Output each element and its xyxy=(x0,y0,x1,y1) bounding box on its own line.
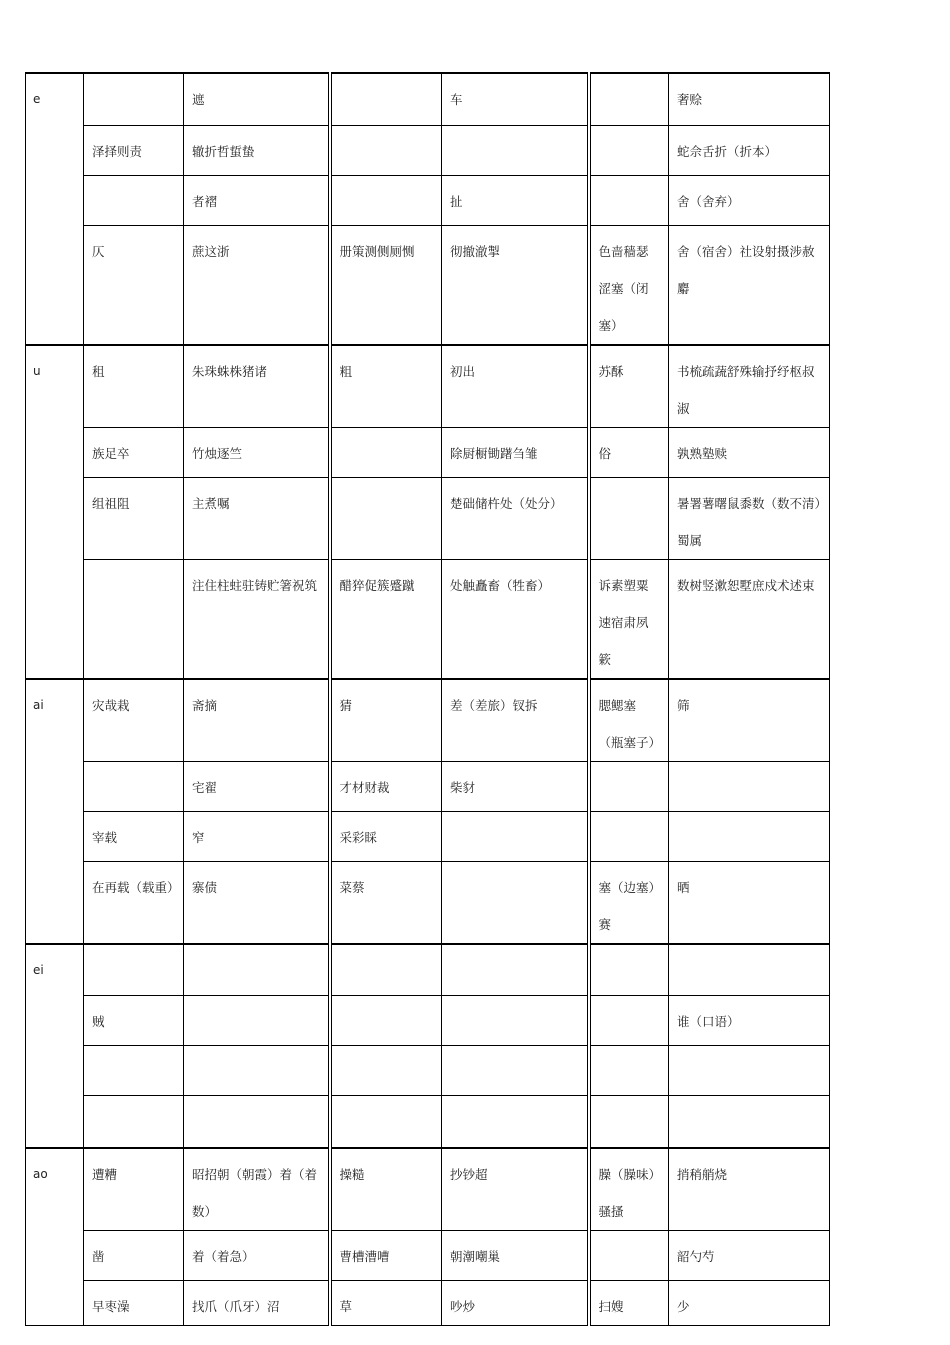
pinyin-character-table xyxy=(25,72,830,1326)
table-cell: 早枣澡 xyxy=(84,1280,184,1325)
table-cell xyxy=(330,944,442,996)
table-cell: 捎稍艄烧 xyxy=(669,1148,830,1231)
table-cell: 粗 xyxy=(330,345,442,428)
table-cell: 注住柱蛀驻铸贮箸祝筑 xyxy=(184,559,330,679)
table-cell: 寨债 xyxy=(184,861,330,944)
table-cell xyxy=(330,175,442,225)
table-cell xyxy=(330,1096,442,1148)
table-cell: 泽择则责 xyxy=(84,125,184,175)
table-row xyxy=(26,427,830,477)
table-cell xyxy=(589,73,669,125)
table-cell xyxy=(589,125,669,175)
table-cell: 辙折哲蜇蛰 xyxy=(184,125,330,175)
table-cell: 晒 xyxy=(669,861,830,944)
table-cell xyxy=(589,175,669,225)
table-cell xyxy=(589,996,669,1046)
table-cell: 者褶 xyxy=(184,175,330,225)
table-cell: 奢赊 xyxy=(669,73,830,125)
table-cell: 谁（口语） xyxy=(669,996,830,1046)
table-cell xyxy=(84,73,184,125)
table-cell xyxy=(442,944,589,996)
table-row xyxy=(26,175,830,225)
table-cell: 朝潮嘲巢 xyxy=(442,1230,589,1280)
table-row xyxy=(26,761,830,811)
table-cell xyxy=(184,944,330,996)
table-cell: 册策测侧厕恻 xyxy=(330,225,442,345)
table-cell xyxy=(84,559,184,679)
table-cell: 菜蔡 xyxy=(330,861,442,944)
table-cell xyxy=(184,996,330,1046)
table-cell: 租 xyxy=(84,345,184,428)
table-cell: 昭招朝（朝霞）着（着数） xyxy=(184,1148,330,1231)
table-cell: 初出 xyxy=(442,345,589,428)
table-row xyxy=(26,73,830,125)
phoneme-label: e xyxy=(26,73,84,345)
table-cell: 除厨橱锄躇刍雏 xyxy=(442,427,589,477)
table-cell: 彻撤澈掣 xyxy=(442,225,589,345)
table-cell xyxy=(669,944,830,996)
table-cell: 着（着急） xyxy=(184,1230,330,1280)
table-row xyxy=(26,1148,830,1231)
table-cell xyxy=(84,944,184,996)
table-cell: 腮鳃塞（瓶塞子） xyxy=(589,679,669,762)
table-cell: 塞（边塞）赛 xyxy=(589,861,669,944)
table-cell: 宅翟 xyxy=(184,761,330,811)
table-cell xyxy=(669,1096,830,1148)
table-cell: 扫嫂 xyxy=(589,1280,669,1325)
table-cell: 竹烛逐竺 xyxy=(184,427,330,477)
phoneme-label: u xyxy=(26,345,84,679)
table-cell xyxy=(442,811,589,861)
table-cell: 组祖阻 xyxy=(84,477,184,559)
table-cell xyxy=(184,1046,330,1096)
table-cell xyxy=(589,944,669,996)
table-cell xyxy=(330,1046,442,1096)
table-cell xyxy=(442,996,589,1046)
table-cell xyxy=(84,175,184,225)
table-cell: 苏酥 xyxy=(589,345,669,428)
table-cell xyxy=(442,1046,589,1096)
table-cell: 主煮嘱 xyxy=(184,477,330,559)
table-cell: 俗 xyxy=(589,427,669,477)
table-cell: 斋摘 xyxy=(184,679,330,762)
table-cell: 草 xyxy=(330,1280,442,1325)
table-cell: 暑署薯曙鼠黍数（数不清）蜀属 xyxy=(669,477,830,559)
table-cell: 舍（宿舍）社设射摄涉赦麝 xyxy=(669,225,830,345)
table-cell: 在再载（载重） xyxy=(84,861,184,944)
table-cell xyxy=(330,125,442,175)
table-cell: 数树竖漱恕墅庶戍术述束 xyxy=(669,559,830,679)
table-cell xyxy=(669,811,830,861)
table-cell: 扯 xyxy=(442,175,589,225)
table-cell: 仄 xyxy=(84,225,184,345)
table-cell xyxy=(330,477,442,559)
table-cell: 孰熟塾赎 xyxy=(669,427,830,477)
table-cell: 凿 xyxy=(84,1230,184,1280)
table-cell: 才材财裁 xyxy=(330,761,442,811)
table-row xyxy=(26,1280,830,1325)
table-cell: 遭糟 xyxy=(84,1148,184,1231)
table-cell: 韶勺芍 xyxy=(669,1230,830,1280)
table-cell: 遮 xyxy=(184,73,330,125)
table-cell: 灾哉栽 xyxy=(84,679,184,762)
table-cell: 贼 xyxy=(84,996,184,1046)
table-cell: 舍（舍弃） xyxy=(669,175,830,225)
table-cell: 采彩睬 xyxy=(330,811,442,861)
table-cell: 臊（臊味）骚搔 xyxy=(589,1148,669,1231)
table-cell xyxy=(442,125,589,175)
table-row xyxy=(26,225,830,345)
table-cell: 处触矗畜（牲畜） xyxy=(442,559,589,679)
table-cell xyxy=(330,73,442,125)
table-cell xyxy=(669,1046,830,1096)
table-cell: 猜 xyxy=(330,679,442,762)
phoneme-label: ei xyxy=(26,944,84,1148)
table-cell: 蔗这浙 xyxy=(184,225,330,345)
table-row xyxy=(26,1096,830,1148)
table-cell xyxy=(84,1046,184,1096)
table-cell: 楚础储杵处（处分） xyxy=(442,477,589,559)
table-cell xyxy=(184,1096,330,1148)
table-cell: 曹槽漕嘈 xyxy=(330,1230,442,1280)
table-cell: 车 xyxy=(442,73,589,125)
table-cell xyxy=(442,1096,589,1148)
table-cell: 醋猝促簇蹙蹴 xyxy=(330,559,442,679)
table-cell xyxy=(589,1046,669,1096)
table-cell xyxy=(84,761,184,811)
table-cell xyxy=(589,761,669,811)
table-row xyxy=(26,861,830,944)
table-cell: 筛 xyxy=(669,679,830,762)
table-cell: 少 xyxy=(669,1280,830,1325)
table-row xyxy=(26,345,830,428)
table-row xyxy=(26,679,830,762)
table-cell: 操糙 xyxy=(330,1148,442,1231)
table-cell xyxy=(330,427,442,477)
table-cell: 色啬穑瑟涩塞（闭塞） xyxy=(589,225,669,345)
table-cell xyxy=(330,996,442,1046)
table-row xyxy=(26,811,830,861)
table-cell: 窄 xyxy=(184,811,330,861)
table-row xyxy=(26,477,830,559)
table-cell: 蛇佘舌折（折本） xyxy=(669,125,830,175)
table-cell xyxy=(589,477,669,559)
table-row xyxy=(26,125,830,175)
table-row xyxy=(26,1046,830,1096)
table-cell xyxy=(669,761,830,811)
table-cell xyxy=(589,811,669,861)
table-cell: 族足卒 xyxy=(84,427,184,477)
table-row xyxy=(26,1230,830,1280)
table-cell: 诉素塑粟速宿肃夙簌 xyxy=(589,559,669,679)
table-cell: 书梳疏蔬舒殊输抒纾枢叔淑 xyxy=(669,345,830,428)
table-cell: 找爪（爪牙）沼 xyxy=(184,1280,330,1325)
table-cell: 差（差旅）钗拆 xyxy=(442,679,589,762)
table-cell: 吵炒 xyxy=(442,1280,589,1325)
table-cell xyxy=(84,1096,184,1148)
table-cell xyxy=(589,1230,669,1280)
table-cell xyxy=(589,1096,669,1148)
phoneme-label: ao xyxy=(26,1148,84,1326)
table-cell: 宰载 xyxy=(84,811,184,861)
table-cell: 柴豺 xyxy=(442,761,589,811)
table-row xyxy=(26,944,830,996)
table-row xyxy=(26,996,830,1046)
table-cell xyxy=(442,861,589,944)
table-cell: 抄钞超 xyxy=(442,1148,589,1231)
table-row xyxy=(26,559,830,679)
table-cell: 朱珠蛛株猪诸 xyxy=(184,345,330,428)
phoneme-label: ai xyxy=(26,679,84,944)
